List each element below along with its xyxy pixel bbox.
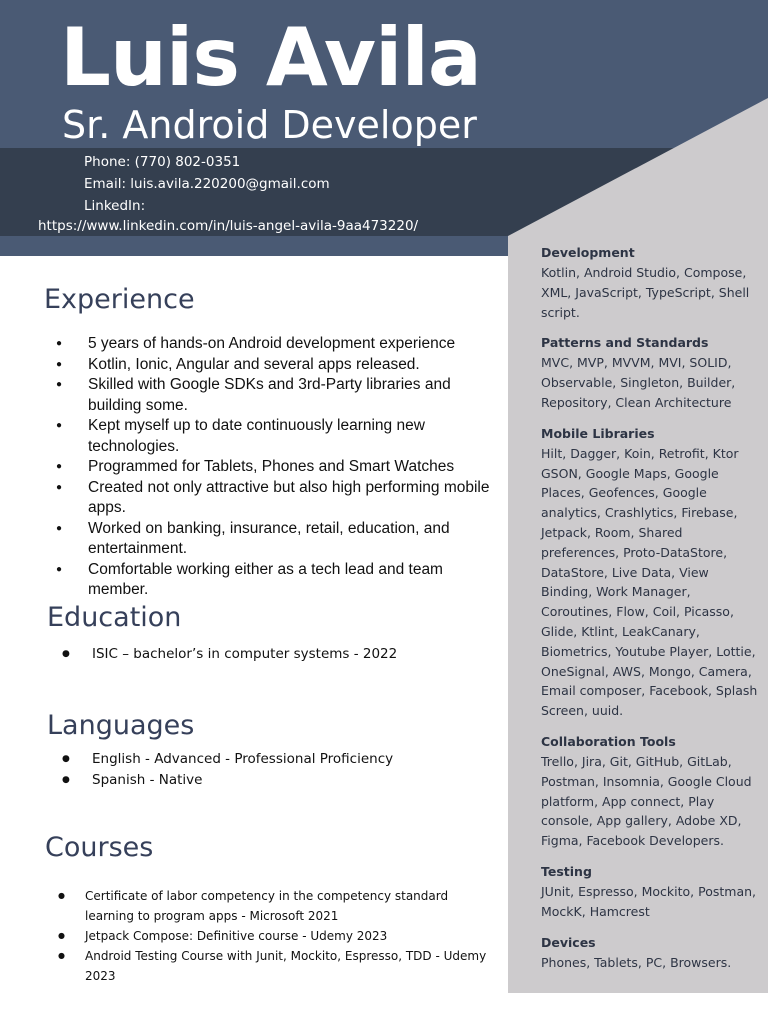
skill-group-development bbox=[541, 244, 763, 322]
course-item: ● Certificate of labor competency in the competency standard learning to program apps - Microsoft 2021 bbox=[58, 886, 498, 926]
experience-item: ● Kept myself up to date continuously learning new technologies. bbox=[56, 416, 496, 457]
skill-group-title: Mobile Libraries bbox=[541, 425, 655, 441]
language-item: ● English - Advanced - Professional Proficiency bbox=[62, 749, 492, 770]
skill-group-text: Phones, Tablets, PC, Browsers. bbox=[541, 954, 732, 970]
skill-group-text: MVC, MVP, MVVM, MVI, SOLID, Observable, Singleton, Builder, Repository, Clean Architecture bbox=[541, 355, 736, 410]
experience-item: ● Created not only attractive but also high performing mobile apps. bbox=[56, 478, 496, 519]
languages-title: Languages bbox=[47, 710, 195, 741]
experience-item: ● Worked on banking, insurance, retail, education, and entertainment. bbox=[56, 519, 496, 560]
candidate-role: Sr. Android Developer bbox=[62, 106, 477, 146]
skill-group-text: Hilt, Dagger, Koin, Retrofit, Ktor GSON, Google Maps, Google Places, Geofences, Google analytics, Crashlytics, Firebase, Jetpack, Room, Shared preferences, Proto-DataStore, DataStore, Live Data, View Binding, Work Manager, Coroutines, Flow, Coil, Picasso, Glide, Ktlint, LeakCanary, Biometrics, Youtube Player, Lottie, OneSignal, AWS, Mongo, Camera, Email composer, Facebook, Splash Screen, uuid. bbox=[541, 445, 758, 719]
skill-group-collaboration-tools bbox=[541, 733, 763, 851]
skill-group-title: Development bbox=[541, 245, 635, 260]
experience-title: Experience bbox=[44, 284, 195, 315]
courses-title: Courses bbox=[45, 832, 154, 863]
email-text: Email: luis.avila.220200@gmail.com bbox=[84, 176, 330, 192]
skill-group-testing bbox=[541, 863, 763, 922]
skill-group-devices bbox=[541, 934, 763, 973]
skill-group-patterns bbox=[541, 334, 763, 412]
education-list bbox=[62, 644, 492, 664]
skill-group-text: JUnit, Espresso, Mockito, Postman, MockK, Hamcrest bbox=[541, 883, 756, 919]
courses-list bbox=[58, 886, 498, 986]
experience-item: ● Kotlin, Ionic, Angular and several apps released. bbox=[56, 355, 496, 376]
skill-group-text: Trello, Jira, Git, GitHub, GitLab, Postman, Insomnia, Google Cloud platform, App connect, Play console, App gallery, Adobe XD, Figma, Facebook Developers. bbox=[541, 753, 752, 849]
language-item: ● Spanish - Native bbox=[62, 770, 492, 791]
skills-sidebar bbox=[541, 244, 763, 984]
skill-group-title: Collaboration Tools bbox=[541, 733, 676, 749]
skill-group-mobile-libraries bbox=[541, 425, 763, 721]
skill-group-title: Devices bbox=[541, 934, 596, 950]
languages-list bbox=[62, 749, 492, 791]
skill-group-title: Testing bbox=[541, 863, 592, 879]
course-item: ● Android Testing Course with Junit, Mockito, Espresso, TDD - Udemy 2023 bbox=[58, 946, 498, 986]
experience-list bbox=[56, 334, 496, 601]
phone-text: Phone: (770) 802-0351 bbox=[84, 154, 241, 170]
education-item: ● ISIC – bachelor’s in computer systems - 2022 bbox=[62, 644, 492, 664]
linkedin-label: LinkedIn: bbox=[84, 198, 146, 214]
skill-group-title: Patterns and Standards bbox=[541, 335, 709, 351]
candidate-name: Luis Avila bbox=[60, 11, 481, 104]
skill-group-text: Kotlin, Android Studio, Compose, XML, JavaScript, TypeScript, Shell script. bbox=[541, 265, 750, 320]
linkedin-url: https://www.linkedin.com/in/luis-angel-avila-9aa473220/ bbox=[38, 218, 419, 234]
experience-item: ● 5 years of hands-on Android development experience bbox=[56, 334, 496, 355]
experience-item: ● Programmed for Tablets, Phones and Smart Watches bbox=[56, 457, 496, 478]
course-item: ● Jetpack Compose: Definitive course - Udemy 2023 bbox=[58, 926, 498, 946]
education-title: Education bbox=[47, 602, 182, 633]
experience-item: ● Comfortable working either as a tech lead and team member. bbox=[56, 560, 496, 601]
experience-item: ● Skilled with Google SDKs and 3rd-Party libraries and building some. bbox=[56, 375, 496, 416]
